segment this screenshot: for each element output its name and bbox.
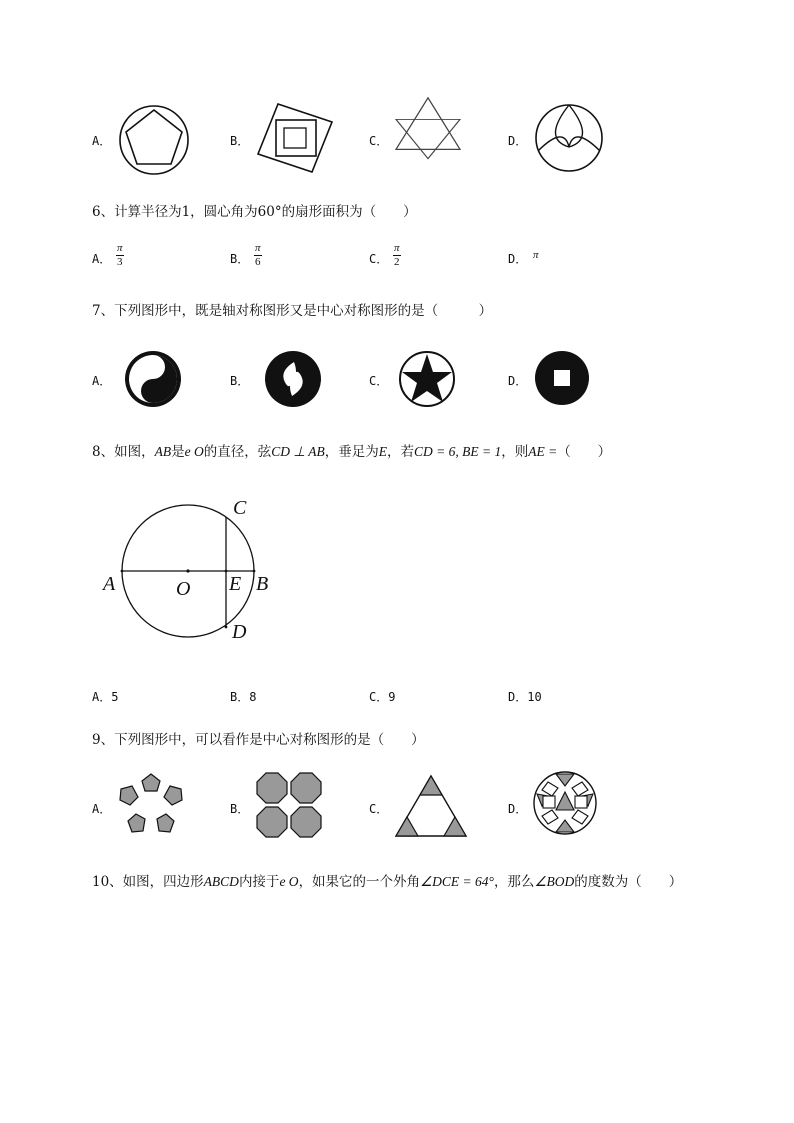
q5-option-d-label[interactable]: D． xyxy=(508,134,528,148)
q9-figure-b-four-octagons xyxy=(256,772,322,838)
q9-figure-c-triangle xyxy=(394,774,468,838)
q8-option-d-value: 10 xyxy=(527,690,542,704)
q8-condition: CD = 6, BE = 1 xyxy=(413,444,502,459)
q9-option-c-label[interactable]: C． xyxy=(369,802,389,816)
q10-angle-bod: ∠BOD xyxy=(534,874,575,889)
q8-e: E xyxy=(378,444,387,459)
q10-tail: 的度数为（ ） xyxy=(574,874,683,890)
q6-option-c-fraction xyxy=(393,242,401,269)
q6-c-numerator: π xyxy=(394,242,400,254)
q5-option-b-label[interactable]: B． xyxy=(230,134,250,148)
q6-option-c-label[interactable]: C． xyxy=(369,252,389,266)
q8-option-c[interactable] xyxy=(369,688,395,705)
q8-tail: （ ） xyxy=(557,444,612,460)
q10-mid1: 内接于 xyxy=(238,874,280,890)
q6-option-a-label[interactable]: A． xyxy=(92,252,112,266)
q6-option-b-fraction xyxy=(254,242,262,269)
q5-option-c-label[interactable]: C． xyxy=(369,134,389,148)
q9-figure-d-circle-pattern xyxy=(532,770,598,836)
q9-figure-a-five-pentagons xyxy=(114,772,188,838)
q6-option-b-label[interactable]: B． xyxy=(230,252,250,266)
q10-circle-o: e O xyxy=(279,874,299,889)
q5-figure-a-pentagon-in-circle xyxy=(118,104,190,176)
q8-option-c-label: C． xyxy=(369,690,389,704)
q10-abcd: ABCD xyxy=(203,874,239,889)
q8-label-o: O xyxy=(176,578,191,600)
q6-a-denominator: 3 xyxy=(117,256,123,268)
q8-option-d[interactable] xyxy=(508,688,542,705)
q10-angle-dce: ∠DCE = 64° xyxy=(420,874,494,889)
q8-label-b: B xyxy=(256,573,269,595)
q10-pre: 10、如图，四边形 xyxy=(92,874,204,890)
q8-option-a[interactable] xyxy=(92,688,118,705)
q7-figure-b-swirl xyxy=(264,350,322,408)
q5-figure-d-three-arcs xyxy=(534,103,604,173)
q6-option-a-fraction xyxy=(116,242,124,269)
q8-option-d-label: D． xyxy=(508,690,528,704)
q7-option-a-label[interactable]: A． xyxy=(92,374,112,388)
q8-circle-o: e O xyxy=(184,444,204,459)
q7-option-c-label[interactable]: C． xyxy=(369,374,389,388)
q6-a-numerator: π xyxy=(117,242,123,254)
q8-ae: AE = xyxy=(528,444,558,459)
q5-figure-c-hexagram xyxy=(394,100,462,160)
q5-option-a-label[interactable]: A． xyxy=(92,134,112,148)
q8-label-c: C xyxy=(233,497,247,519)
q6-b-numerator: π xyxy=(255,242,261,254)
q6-c-denominator: 2 xyxy=(394,256,400,268)
q7-option-d-label[interactable]: D． xyxy=(508,374,528,388)
q8-cd-perp-ab: CD ⊥ AB xyxy=(271,444,325,459)
q8-ab: AB xyxy=(154,444,172,459)
q10-mid3: ，那么 xyxy=(493,874,535,890)
q7-figure-c-star-in-circle xyxy=(398,350,456,408)
q8-is: 是 xyxy=(171,444,185,460)
q8-option-a-value: 5 xyxy=(111,690,119,704)
q6-b-denominator: 6 xyxy=(255,256,261,268)
q8-mid2: ，垂足为 xyxy=(324,444,379,460)
q9-stem: 9、下列图形中，可以看作是中心对称图形的是（ ） xyxy=(92,732,425,748)
q7-stem: 7、下列图形中，既是轴对称图形又是中心对称图形的是（ ） xyxy=(92,303,493,319)
q10-mid2: ，如果它的一个外角 xyxy=(298,874,421,890)
q7-option-b-label[interactable]: B． xyxy=(230,374,250,388)
q7-figure-d-coin xyxy=(534,350,590,406)
q9-option-b-label[interactable]: B． xyxy=(230,802,250,816)
q8-label-a: A xyxy=(103,573,116,595)
q8-mid1: 的直径，弦 xyxy=(203,444,272,460)
q8-label-d: D xyxy=(232,621,247,643)
q8-option-a-label: A． xyxy=(92,690,112,704)
q8-option-b[interactable] xyxy=(230,688,256,705)
q8-option-b-value: 8 xyxy=(249,690,257,704)
q6-option-d-value: π xyxy=(533,249,539,261)
q8-stem-pre: 8、如图， xyxy=(92,444,155,460)
q5-figure-b-squares xyxy=(256,102,334,174)
q6-option-d-label[interactable]: D． xyxy=(508,252,528,266)
q8-stem xyxy=(92,440,611,460)
q9-option-d-label[interactable]: D． xyxy=(508,802,528,816)
q8-option-c-value: 9 xyxy=(388,690,396,704)
q7-figure-a-yin-yang xyxy=(124,350,182,408)
q9-option-a-label[interactable]: A． xyxy=(92,802,112,816)
q8-label-e: E xyxy=(229,573,242,595)
q6-stem: 6、计算半径为1，圆心角为60°的扇形面积为（ ） xyxy=(92,204,417,220)
q8-option-b-label: B． xyxy=(230,690,250,704)
q10-stem xyxy=(92,870,682,890)
q8-mid4: ，则 xyxy=(501,444,529,460)
q8-mid3: ，若 xyxy=(386,444,414,460)
